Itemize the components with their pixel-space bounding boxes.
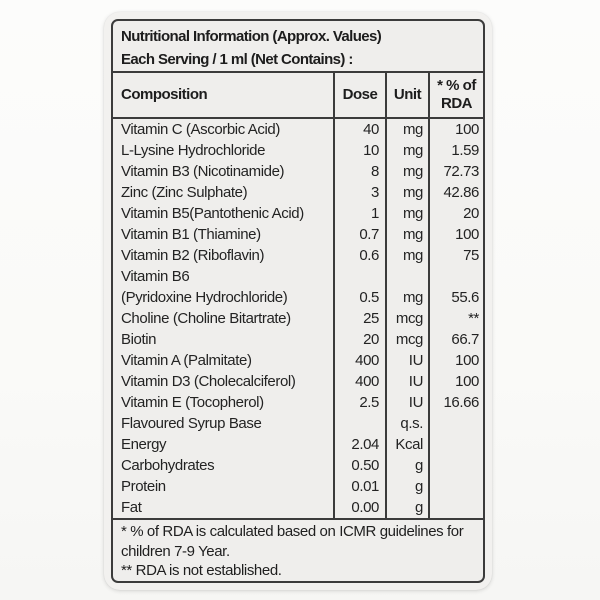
rda-cell <box>428 455 483 476</box>
table-row <box>113 140 483 161</box>
dose-cell: 0.5 <box>333 287 385 308</box>
col-header-rda-line2: RDA <box>440 95 472 112</box>
unit-cell: g <box>385 497 428 518</box>
unit-cell: IU <box>385 392 428 413</box>
table-row <box>113 203 483 224</box>
dose-cell: 25 <box>333 308 385 329</box>
rda-cell: 1.59 <box>428 140 483 161</box>
dose-cell: 40 <box>333 119 385 140</box>
unit-cell: mg <box>385 182 428 203</box>
table-row <box>113 413 483 434</box>
unit-cell: g <box>385 455 428 476</box>
rda-cell <box>428 266 483 287</box>
rda-cell <box>428 497 483 518</box>
table-column-headers <box>113 73 483 119</box>
composition-cell: Energy <box>121 436 167 453</box>
unit-cell: g <box>385 476 428 497</box>
col-header-rda <box>428 73 483 117</box>
label-serving-line: Each Serving / 1 ml (Net Contains) : <box>121 51 353 68</box>
table-row <box>113 266 483 287</box>
composition-cell: Flavoured Syrup Base <box>121 415 262 432</box>
dose-cell: 10 <box>333 140 385 161</box>
unit-cell: mg <box>385 140 428 161</box>
label-footnotes <box>113 518 483 581</box>
rda-cell: 20 <box>428 203 483 224</box>
rda-cell: 42.86 <box>428 182 483 203</box>
col-header-dose: Dose <box>333 73 385 117</box>
dose-cell: 400 <box>333 350 385 371</box>
rda-cell: 72.73 <box>428 161 483 182</box>
table-row <box>113 455 483 476</box>
unit-cell: mg <box>385 224 428 245</box>
unit-cell: Kcal <box>385 434 428 455</box>
composition-cell: Vitamin C (Ascorbic Acid) <box>121 121 280 138</box>
dose-cell: 20 <box>333 329 385 350</box>
table-row <box>113 371 483 392</box>
unit-cell: IU <box>385 350 428 371</box>
table-row <box>113 119 483 140</box>
rda-cell: 66.7 <box>428 329 483 350</box>
table-row <box>113 287 483 308</box>
dose-cell <box>333 266 385 287</box>
composition-cell: Zinc (Zinc Sulphate) <box>121 184 248 201</box>
composition-cell: Biotin <box>121 331 157 348</box>
table-row <box>113 497 483 518</box>
unit-cell: mcg <box>385 308 428 329</box>
dose-cell: 0.01 <box>333 476 385 497</box>
rda-cell: 75 <box>428 245 483 266</box>
unit-cell: q.s. <box>385 413 428 434</box>
unit-cell: mg <box>385 203 428 224</box>
table-row <box>113 245 483 266</box>
label-title: Nutritional Information (Approx. Values) <box>121 28 382 45</box>
dose-cell: 8 <box>333 161 385 182</box>
table-row <box>113 224 483 245</box>
composition-cell: Vitamin B5(Pantothenic Acid) <box>121 205 304 222</box>
table-row <box>113 476 483 497</box>
dose-cell: 0.00 <box>333 497 385 518</box>
rda-cell <box>428 413 483 434</box>
dose-cell: 0.6 <box>333 245 385 266</box>
composition-cell: L-Lysine Hydrochloride <box>121 142 266 159</box>
composition-cell: Vitamin B2 (Riboflavin) <box>121 247 265 264</box>
footnote-rda-guidelines: * % of RDA is calculated based on ICMR guidelines for children 7-9 Year. <box>121 523 464 560</box>
composition-cell: Vitamin A (Palmitate) <box>121 352 252 369</box>
unit-cell: mcg <box>385 329 428 350</box>
composition-cell: Vitamin B3 (Nicotinamide) <box>121 163 285 180</box>
dose-cell: 1 <box>333 203 385 224</box>
composition-cell: (Pyridoxine Hydrochloride) <box>121 289 288 306</box>
nutrition-table-frame <box>111 19 485 583</box>
dose-cell: 3 <box>333 182 385 203</box>
table-row <box>113 392 483 413</box>
dose-cell: 0.7 <box>333 224 385 245</box>
unit-cell <box>385 266 428 287</box>
rda-cell: 100 <box>428 119 483 140</box>
table-row <box>113 182 483 203</box>
composition-cell: Vitamin D3 (Cholecalciferol) <box>121 373 296 390</box>
unit-cell: mg <box>385 287 428 308</box>
composition-cell: Vitamin E (Tocopherol) <box>121 394 264 411</box>
col-header-composition: Composition <box>121 86 208 103</box>
composition-cell: Fat <box>121 499 142 516</box>
composition-cell: Choline (Choline Bitartrate) <box>121 310 291 327</box>
table-row <box>113 308 483 329</box>
composition-cell: Vitamin B6 <box>121 268 190 285</box>
rda-cell <box>428 476 483 497</box>
unit-cell: IU <box>385 371 428 392</box>
dose-cell <box>333 413 385 434</box>
col-header-unit: Unit <box>385 73 428 117</box>
table-row <box>113 350 483 371</box>
composition-cell: Vitamin B1 (Thiamine) <box>121 226 261 243</box>
rda-cell: 100 <box>428 224 483 245</box>
dose-cell: 0.50 <box>333 455 385 476</box>
rda-cell: 55.6 <box>428 287 483 308</box>
table-row <box>113 434 483 455</box>
nutrition-table-body <box>113 119 483 518</box>
rda-cell: ** <box>428 308 483 329</box>
label-title-block <box>113 21 483 73</box>
dose-cell: 2.04 <box>333 434 385 455</box>
composition-cell: Protein <box>121 478 166 495</box>
table-row <box>113 329 483 350</box>
footnote-rda-not-established: ** RDA is not established. <box>121 562 282 579</box>
nutrition-label <box>104 12 492 590</box>
dose-cell: 2.5 <box>333 392 385 413</box>
rda-cell <box>428 434 483 455</box>
unit-cell: mg <box>385 245 428 266</box>
composition-cell: Carbohydrates <box>121 457 215 474</box>
table-row <box>113 161 483 182</box>
rda-cell: 100 <box>428 371 483 392</box>
rda-cell: 16.66 <box>428 392 483 413</box>
dose-cell: 400 <box>333 371 385 392</box>
col-header-rda-line1: * % of <box>437 77 476 94</box>
rda-cell: 100 <box>428 350 483 371</box>
unit-cell: mg <box>385 119 428 140</box>
unit-cell: mg <box>385 161 428 182</box>
